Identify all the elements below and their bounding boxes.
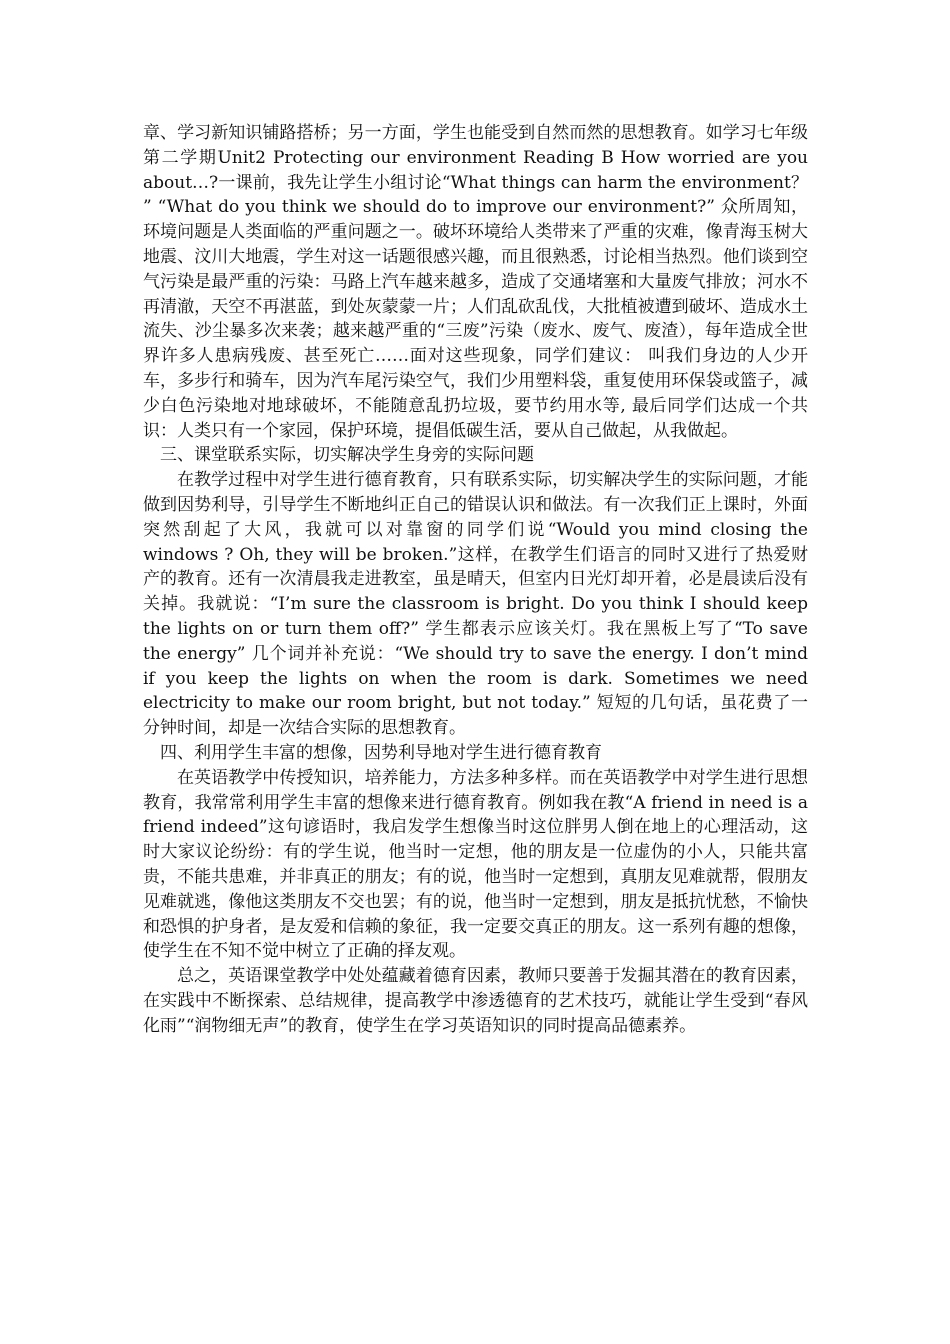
paragraph-real-life-problems: 在教学过程中对学生进行德育教育，只有联系实际，切实解决学生的实际问题，才能做到因势利导，引导学生不断地纠正自己的错误认识和做法。有一次我们正上课时，外面突然刮起了大风，我就可以对靠窗的同学们说“Would you mind closing the windows ? Oh, they will be broken.”这样，在教学生们语言的同时又进行了热爱财产的教育。还有一次清晨我走进教室，虽是晴天，但室内日光灯却开着，必是晨读后没有关掉。我就说：“I’m sure the classroom is bright. Do you think I should keep the lights on or turn them off?” 学生都表示应该关灯。我在黑板上写了“To save the energy” 几个词并补充说：“We should try to save the energy. I don’t mind if you keep the lights on when the room is dark. Sometimes we need electricity to make our room bright, but not today.” 短短的几句话，虽花费了一分钟时间，却是一次结合实际的思想教育。 xyxy=(143,470,808,739)
section-heading-4: 四、利用学生丰富的想像，因势利导地对学生进行德育教育 xyxy=(160,742,602,763)
paragraph-environment-discussion: 章、学习新知识铺路搭桥；另一方面，学生也能受到自然而然的思想教育。如学习七年级第二学期Unit2 Protecting our environment Reading B How worried are you about…?一课前，我先让学生小组讨论“What things can harm the environment？ ” “What do you think we should do to improve our environment?” 众所周知，环境问题是人类面临的严重问题之一。破坏环境给人类带来了严重的灾难，像青海玉树大地震、汶川大地震，学生对这一话题很感兴趣，而且很熟悉，讨论相当热烈。他们谈到空气污染是最严重的污染：马路上汽车越来越多，造成了交通堵塞和大量废气排放；河水不再清澈，天空不再湛蓝，到处灰蒙蒙一片；人们乱砍乱伐，大批植被遭到破坏、造成水土流失、沙尘暴多次来袭；越来越严重的“三废”污染（废水、废气、废渣），每年造成全世界许多人患病残废、甚至死亡……面对这些现象，同学们建议： 叫我们身边的人少开车，多步行和骑车，因为汽车尾污染空气，我们少用塑料袋，重复使用环保袋或篮子，减少白色污染地对地球破坏，不能随意乱扔垃圾，要节约用水等, 最后同学们达成一个共识：人类只有一个家园，保护环境，提倡低碳生活，要从自己做起，从我做起。 xyxy=(143,123,808,441)
paragraph-conclusion: 总之，英语课堂教学中处处蕴藏着德育因素，教师只要善于发掘其潜在的教育因素，在实践中不断探索、总结规律，提高教学中渗透德育的艺术技巧，就能让学生受到“春风化雨”“润物细无声”的教育，使学生在学习英语知识的同时提高品德素养。 xyxy=(143,966,808,1036)
document-page xyxy=(143,121,808,1038)
paragraph-imagination: 在英语教学中传授知识，培养能力，方法多种多样。而在英语教学中对学生进行思想教育，我常常利用学生丰富的想像来进行德育教育。例如我在教“A friend in need is a friend indeed”这句谚语时，我启发学生想像当时这位胖男人倒在地上的心理活动，这时大家议论纷纷：有的学生说，他当时一定想，他的朋友是一位虚伪的小人，只能共富贵，不能共患难，并非真正的朋友；有的说，他当时一定想到，真朋友见难就帮，假朋友见难就逃，像他这类朋友不交也罢；有的说，他当时一定想到，朋友是抵抗忧愁，不愉快和恐惧的护身者，是友爱和信赖的象征，我一定要交真正的朋友。这一系列有趣的想像，使学生在不知不觉中树立了正确的择友观。 xyxy=(143,767,808,962)
section-heading-3: 三、课堂联系实际，切实解决学生身旁的实际问题 xyxy=(160,445,534,466)
